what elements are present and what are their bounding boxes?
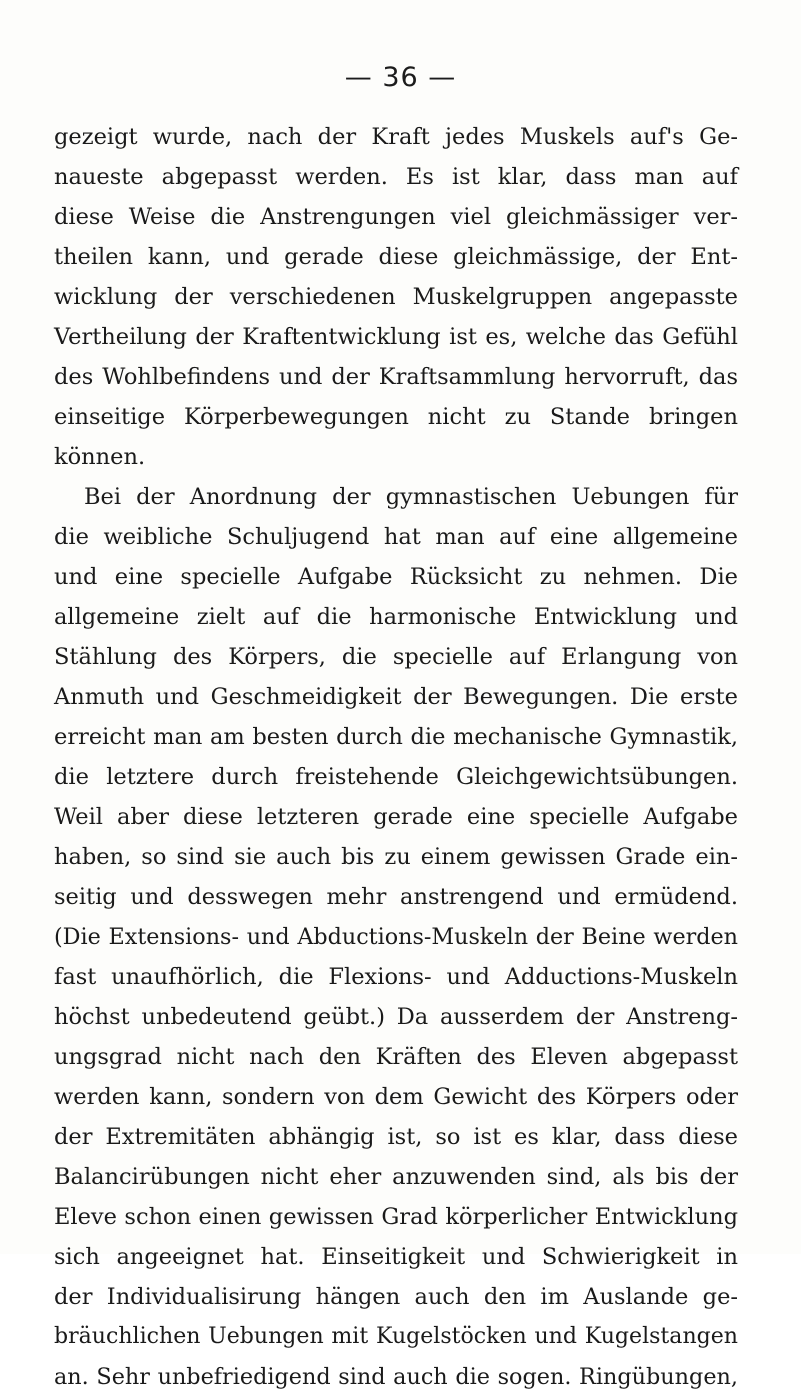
text-line: an. Sehr unbefriedigend sind auch die sogen. Ringübungen, <box>54 1364 738 1390</box>
text-line: die letztere durch freistehende Gleichgewichtsübungen. <box>54 764 738 790</box>
text-line: Vertheilung der Kraftentwicklung ist es, welche das Gefühl <box>54 324 738 350</box>
text-line: naueste abgepasst werden. Es ist klar, dass man auf <box>54 164 738 190</box>
text-line: sich angeeignet hat. Einseitigkeit und Schwierigkeit in <box>54 1244 738 1270</box>
text-line: wicklung der verschiedenen Muskelgruppen angepasste <box>54 284 738 310</box>
text-line: höchst unbedeutend geübt.) Da ausserdem der Anstreng- <box>54 1004 738 1030</box>
text-line: gezeigt wurde, nach der Kraft jedes Muskels auf's Ge- <box>54 124 738 150</box>
text-line: werden kann, sondern von dem Gewicht des Körpers oder <box>54 1084 738 1110</box>
text-line: des Wohlbefindens und der Kraftsammlung hervorruft, das <box>54 364 738 390</box>
text-line: diese Weise die Anstrengungen viel gleichmässiger ver- <box>54 204 738 230</box>
text-line: (Die Extensions- und Abductions-Muskeln der Beine werden <box>54 924 738 950</box>
text-line: haben, so sind sie auch bis zu einem gewissen Grade ein- <box>54 844 738 870</box>
text-line: Eleve schon einen gewissen Grad körperlicher Entwicklung <box>54 1204 738 1230</box>
text-line: einseitige Körperbewegungen nicht zu Stande bringen <box>54 404 738 430</box>
text-line: allgemeine zielt auf die harmonische Entwicklung und <box>54 604 738 630</box>
text-line: Bei der Anordnung der gymnastischen Uebungen für <box>84 484 738 510</box>
text-line: der Extremitäten abhängig ist, so ist es klar, dass diese <box>54 1124 738 1150</box>
text-line: Anmuth und Geschmeidigkeit der Bewegungen. Die erste <box>54 684 738 710</box>
text-line: fast unaufhörlich, die Flexions- und Adductions-Muskeln <box>54 964 738 990</box>
text-line: Stählung des Körpers, die specielle auf Erlangung von <box>54 644 738 670</box>
text-line: Weil aber diese letzteren gerade eine specielle Aufgabe <box>54 804 738 830</box>
text-line: seitig und desswegen mehr anstrengend und ermüdend. <box>54 884 738 910</box>
text-line: theilen kann, und gerade diese gleichmässige, der Ent- <box>54 244 738 270</box>
body-text <box>54 117 738 1397</box>
text-line: Balancirübungen nicht eher anzuwenden sind, als bis der <box>54 1164 738 1190</box>
page-number: — 36 — <box>344 62 457 93</box>
text-line: und eine specielle Aufgabe Rücksicht zu nehmen. Die <box>54 564 738 590</box>
text-line: ungsgrad nicht nach den Kräften des Eleven abgepasst <box>54 1044 738 1070</box>
text-line: die weibliche Schuljugend hat man auf eine allgemeine <box>54 524 738 550</box>
text-line: können. <box>54 444 146 470</box>
text-line: der Individualisirung hängen auch den im Auslande ge- <box>54 1284 738 1310</box>
text-line: bräuchlichen Uebungen mit Kugelstöcken und Kugelstangen <box>54 1324 738 1349</box>
text-line: erreicht man am besten durch die mechanische Gymnastik, <box>54 724 738 750</box>
